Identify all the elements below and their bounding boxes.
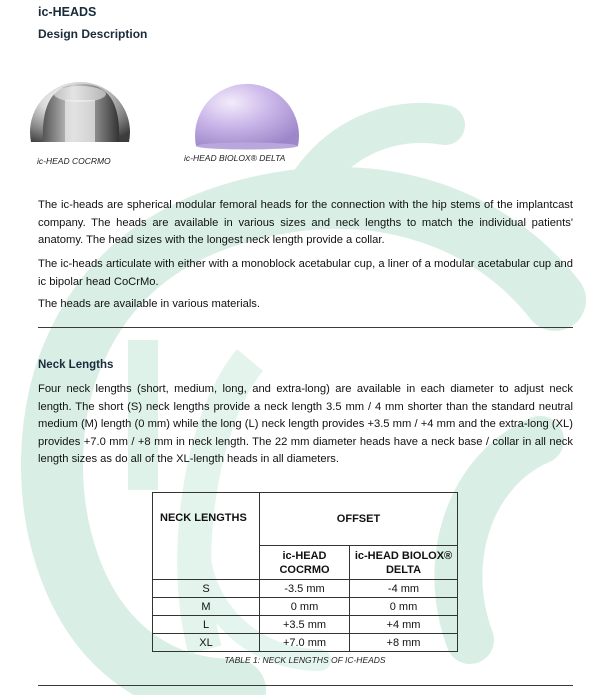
cell-cocrmo: +3.5 mm bbox=[260, 616, 350, 634]
cocrmo-head-image bbox=[25, 58, 133, 146]
cell-cocrmo: 0 mm bbox=[260, 598, 350, 616]
cell-neck: L bbox=[153, 616, 260, 634]
cell-neck: S bbox=[153, 580, 260, 598]
divider bbox=[38, 327, 573, 328]
paragraph-materials: The heads are available in various materials. bbox=[38, 298, 261, 310]
cell-biolox: -4 mm bbox=[350, 580, 458, 598]
cell-cocrmo: -3.5 mm bbox=[260, 580, 350, 598]
cell-neck: M bbox=[153, 598, 260, 616]
divider-bottom bbox=[38, 685, 573, 686]
cell-neck: XL bbox=[153, 634, 260, 652]
table-row bbox=[153, 634, 458, 652]
cell-biolox: 0 mm bbox=[350, 598, 458, 616]
biolox-delta-head-image bbox=[190, 58, 302, 150]
caption-biolox-delta: ic-HEAD BIOLOX® DELTA bbox=[184, 153, 286, 163]
cell-biolox: +4 mm bbox=[350, 616, 458, 634]
cell-biolox: +8 mm bbox=[350, 634, 458, 652]
cell-cocrmo: +7.0 mm bbox=[260, 634, 350, 652]
header-neck-lengths: NECK LENGTHS bbox=[153, 493, 260, 580]
table-row bbox=[153, 598, 458, 616]
table-row bbox=[153, 580, 458, 598]
paragraph-articulation: The ic-heads articulate with either with a monoblock acetabular cup, a liner of a modular acetabular cup and ic bipolar head CoCrMo. bbox=[38, 258, 573, 288]
paragraph-neck-lengths: Four neck lengths (short, medium, long, and extra-long) are available in each diameter to adjust neck length. The short (S) neck lengths provide a neck length 3.5 mm / 4 mm shorter than the standard neutral medium (M) length (0 mm) while the long (L) neck length provides +3.5 mm / +4 mm and the extra-long (XL) provides +7.0 mm / +8 mm in neck length. The 22 mm diameter heads have a neck base / collar in all neck length sizes as do all of the XL-length heads in all diameters. bbox=[38, 383, 573, 466]
caption-cocrmo: ic-HEAD COCRMO bbox=[37, 156, 111, 166]
table-row bbox=[153, 616, 458, 634]
header-cocrmo: ic-HEAD COCRMO bbox=[260, 546, 350, 580]
neck-lengths-table bbox=[152, 492, 458, 652]
document-title: ic-HEADS bbox=[38, 5, 97, 19]
table-caption: TABLE 1: NECK LENGTHS OF IC-HEADS bbox=[224, 655, 386, 665]
paragraph-intro: The ic-heads are spherical modular femoral heads for the connection with the hip stems of the implantcast company. The heads are available in various sizes and neck lengths to match the individual patients' anatomy. The head sizes with the longest neck length provide a collar. bbox=[38, 199, 573, 247]
header-biolox-delta: ic-HEAD BIOLOX® DELTA bbox=[350, 546, 458, 580]
section-title-design-description: Design Description bbox=[38, 27, 148, 41]
header-offset: OFFSET bbox=[260, 493, 458, 546]
section-title-neck-lengths: Neck Lengths bbox=[38, 359, 114, 371]
